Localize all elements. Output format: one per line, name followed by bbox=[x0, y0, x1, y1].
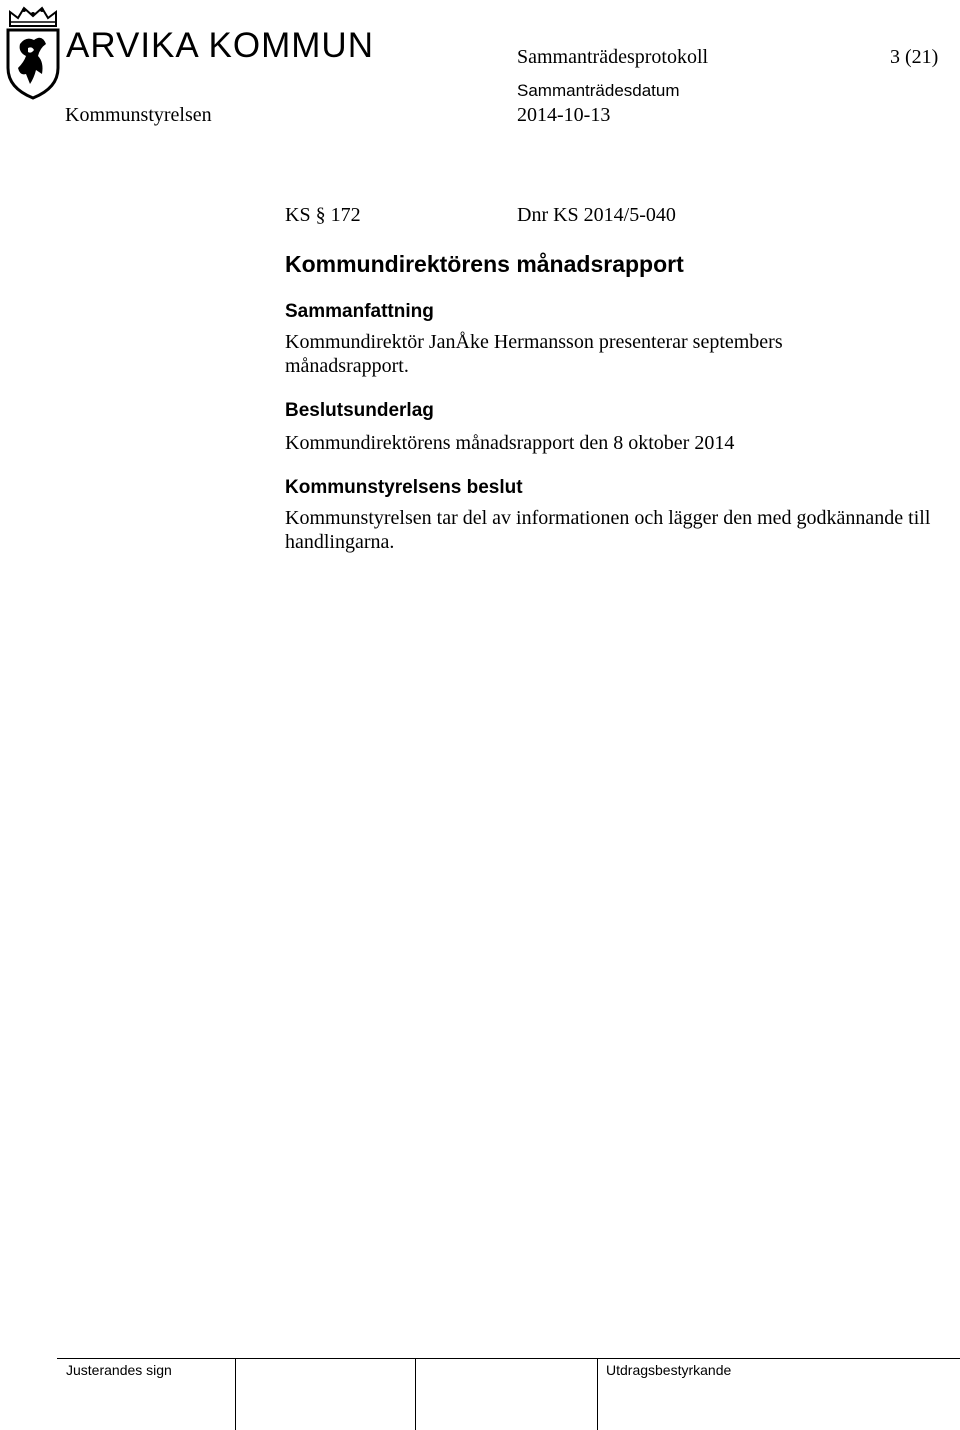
decision-basis-heading: Beslutsunderlag bbox=[285, 400, 434, 421]
footer-divider bbox=[235, 1358, 236, 1430]
page-number: 3 (21) bbox=[890, 46, 939, 68]
summary-heading: Sammanfattning bbox=[285, 301, 434, 322]
meeting-date: 2014-10-13 bbox=[517, 104, 611, 126]
footer-rule bbox=[57, 1358, 960, 1359]
document-type: Sammanträdesprotokoll bbox=[517, 46, 709, 68]
case-number: KS § 172 bbox=[285, 204, 361, 226]
case-title: Kommundirektörens månadsrapport bbox=[285, 251, 684, 277]
decision-basis-text: Kommundirektörens månadsrapport den 8 oktober 2014 bbox=[285, 432, 735, 454]
decision-heading: Kommunstyrelsens beslut bbox=[285, 477, 523, 498]
logo-wordmark: ARVIKA KOMMUN bbox=[66, 26, 374, 65]
summary-text: Kommundirektör JanÅke Hermansson presenterar septembers månadsrapport. bbox=[285, 331, 783, 377]
footer-divider bbox=[415, 1358, 416, 1430]
footer-sign-label: Justerandes sign bbox=[66, 1362, 172, 1378]
committee-name: Kommunstyrelsen bbox=[65, 104, 212, 126]
coat-of-arms-logo bbox=[4, 4, 62, 100]
case-dnr: Dnr KS 2014/5-040 bbox=[517, 204, 676, 226]
footer-divider bbox=[597, 1358, 598, 1430]
decision-text: Kommunstyrelsen tar del av informationen och lägger den med godkännande till handlingarna. bbox=[285, 507, 931, 553]
meeting-date-label: Sammanträdesdatum bbox=[517, 81, 680, 100]
footer-extract-label: Utdragsbestyrkande bbox=[606, 1362, 732, 1378]
